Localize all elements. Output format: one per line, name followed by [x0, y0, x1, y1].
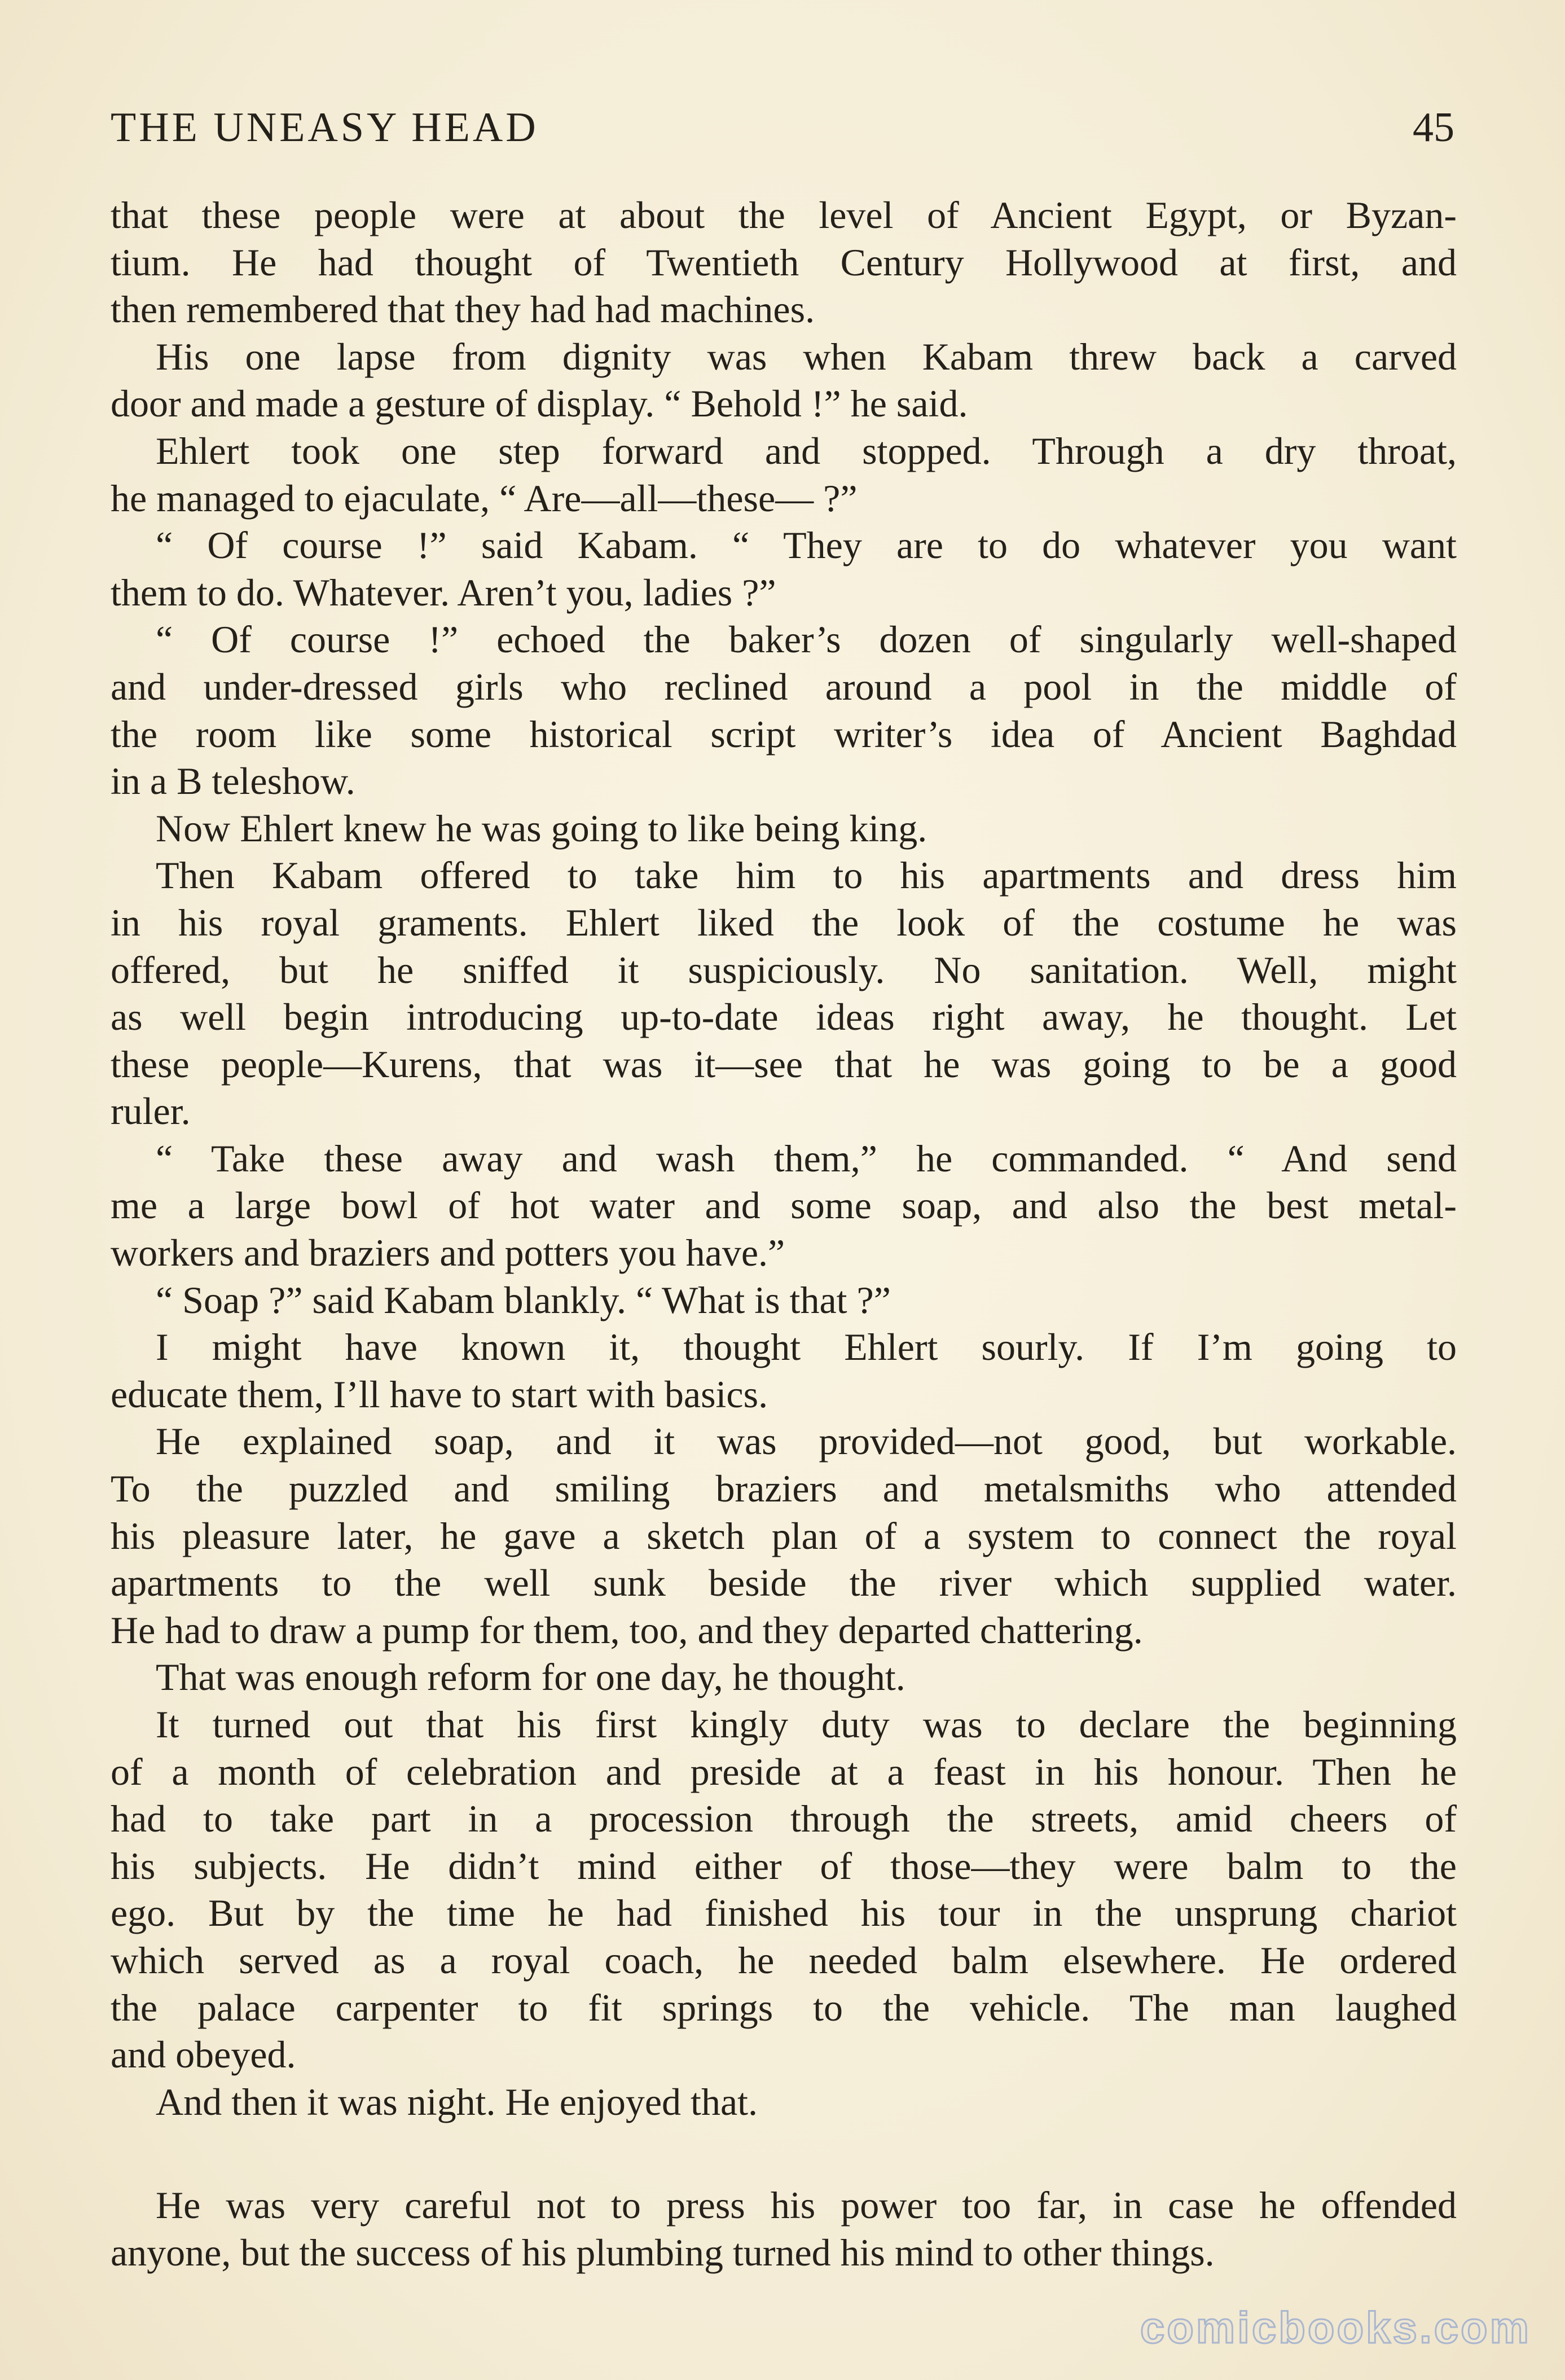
text-line: in a B teleshow. [111, 759, 355, 803]
text-line: He had to draw a pump for them, too, and they departed chattering. [111, 1608, 1143, 1652]
text-line: he managed to ejaculate, “ Are—all—these— ?” [111, 476, 858, 520]
text-line: then remembered that they had had machines. [111, 288, 815, 331]
text-line: It turned out that his first kingly duty was to declare the beginning [156, 1703, 1457, 1746]
text-line: the room like some historical script writer’s idea of Ancient Baghdad [111, 712, 1457, 756]
paragraph [111, 522, 1457, 616]
text-line: had to take part in a procession through the streets, amid cheers of [111, 1797, 1457, 1841]
text-line: the palace carpenter to fit springs to the vehicle. The man laughed [111, 1986, 1457, 2029]
paragraph [111, 805, 1457, 853]
text-line: “ Soap ?” said Kabam blankly. “ What is that ?” [156, 1278, 891, 1321]
paragraph [111, 192, 1457, 333]
paragraph [111, 1418, 1457, 1654]
text-line: He explained soap, and it was provided—not good, but workable. [156, 1420, 1457, 1463]
text-line: me a large bowl of hot water and some soap, and also the best metal- [111, 1184, 1457, 1227]
paragraph [111, 2079, 1457, 2126]
section-break [111, 2126, 1457, 2182]
text-line: in his royal graments. Ehlert liked the look of the costume he was [111, 901, 1457, 944]
running-header [111, 100, 1454, 155]
paragraph [111, 1701, 1457, 2079]
paragraph [111, 616, 1457, 805]
text-line: tium. He had thought of Twentieth Century Hollywood at first, and [111, 240, 1457, 284]
text-line: “ Take these away and wash them,” he commanded. “ And send [156, 1136, 1457, 1180]
watermark-logo: comicbooks.com [1140, 2303, 1531, 2352]
text-line: that these people were at about the level of Ancient Egypt, or Byzan- [111, 194, 1457, 236]
text-line: Ehlert took one step forward and stopped. Through a dry throat, [156, 429, 1457, 472]
text-line: which served as a royal coach, he needed balm elsewhere. He ordered [111, 1938, 1457, 1982]
text-line: To the puzzled and smiling braziers and metalsmiths who attended [111, 1467, 1457, 1510]
paragraph [111, 428, 1457, 522]
page-number: 45 [1413, 104, 1454, 151]
paragraph [111, 1277, 1457, 1324]
body-text [111, 192, 1457, 2277]
text-line: door and made a gesture of display. “ Behold !” he said. [111, 382, 968, 425]
text-line: his subjects. He didn’t mind either of those—they were balm to the [111, 1844, 1457, 1887]
paragraph [111, 852, 1457, 1135]
text-line: Then Kabam offered to take him to his apartments and dress him [156, 854, 1457, 897]
text-line: That was enough reform for one day, he thought. [156, 1656, 905, 1699]
running-title: THE UNEASY HEAD [111, 104, 539, 151]
text-line: his pleasure later, he gave a sketch plan of a system to connect the royal [111, 1514, 1457, 1557]
text-line: “ Of course !” said Kabam. “ They are to do whatever you want [156, 524, 1457, 567]
text-line: apartments to the well sunk beside the river which supplied water. [111, 1561, 1457, 1605]
text-line: I might have known it, thought Ehlert sourly. If I’m going to [156, 1325, 1457, 1369]
text-line: anyone, but the success of his plumbing turned his mind to other things. [111, 2230, 1215, 2274]
paragraph [111, 2182, 1457, 2276]
text-line: ego. But by the time he had finished his tour in the unsprung chariot [111, 1891, 1457, 1935]
text-line: of a month of celebration and preside at a feast in his honour. Then he [111, 1750, 1457, 1793]
text-line: and under-dressed girls who reclined around a pool in the middle of [111, 665, 1457, 708]
text-line: offered, but he sniffed it suspiciously. No sanitation. Well, might [111, 948, 1457, 991]
paragraph [111, 1324, 1457, 1418]
paragraph [111, 333, 1457, 428]
text-line: as well begin introducing up-to-date ideas right away, he thought. Let [111, 995, 1457, 1039]
text-line: “ Of course !” echoed the baker’s dozen of singularly well-shaped [156, 618, 1457, 661]
text-line: them to do. Whatever. Aren’t you, ladies ?” [111, 570, 776, 614]
paragraph [111, 1135, 1457, 1277]
text-line: these people—Kurens, that was it—see that he was going to be a good [111, 1042, 1457, 1086]
text-line: His one lapse from dignity was when Kabam threw back a carved [156, 335, 1457, 378]
text-line: And then it was night. He enjoyed that. [156, 2080, 758, 2123]
text-line: ruler. [111, 1090, 191, 1133]
text-line: He was very careful not to press his power too far, in case he offended [156, 2184, 1457, 2227]
text-line: Now Ehlert knew he was going to like being king. [156, 806, 927, 850]
paragraph [111, 1654, 1457, 1701]
text-line: workers and braziers and potters you have.” [111, 1231, 785, 1275]
text-line: and obeyed. [111, 2033, 296, 2076]
text-line: educate them, I’ll have to start with basics. [111, 1372, 768, 1416]
